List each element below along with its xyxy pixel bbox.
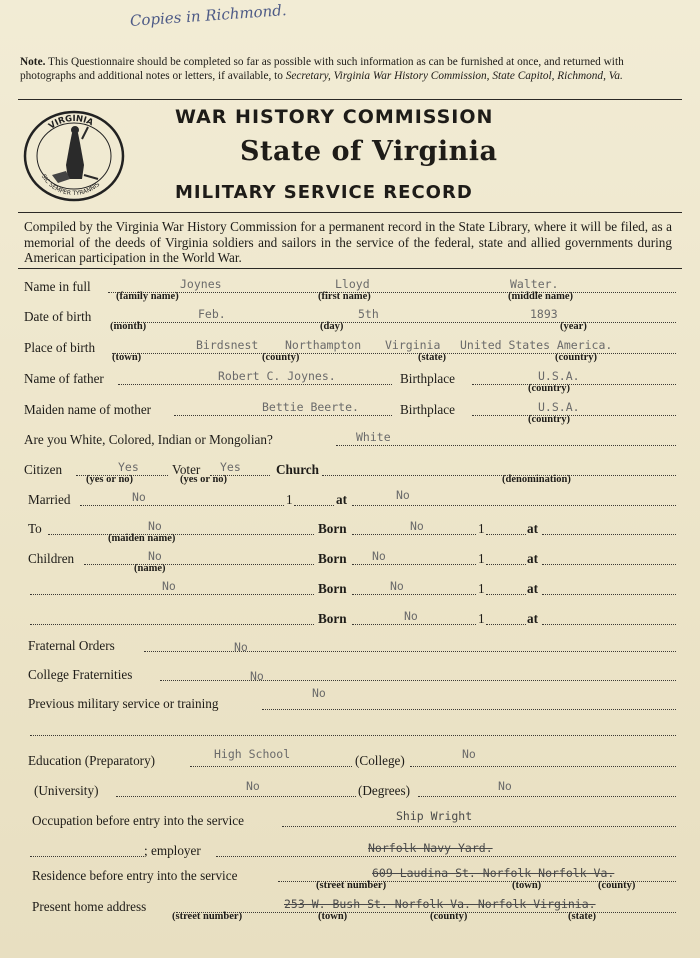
voter-value: Yes [220, 460, 241, 474]
dob-label: Date of birth [24, 309, 92, 324]
father-birthplace-line [472, 384, 676, 385]
citizen-label: Citizen [24, 462, 63, 477]
children-at-line [542, 564, 676, 565]
degrees-value: No [498, 779, 512, 793]
mother-line [174, 415, 392, 416]
fraternal-value: No [234, 640, 248, 654]
employer-label: ; employer [144, 843, 201, 858]
child3-at-line [542, 624, 676, 625]
degrees-label: (Degrees) [358, 783, 410, 798]
dob-year-value: 1893 [530, 307, 558, 321]
name-line [108, 292, 676, 293]
country-caption: (country) [555, 352, 597, 363]
race-line [336, 445, 676, 446]
children-line [84, 564, 314, 565]
residence-value: 609 Laudina St. Norfolk Norfolk Va. [372, 866, 615, 880]
child2-value: No [162, 579, 176, 593]
present-town-caption: (town) [318, 911, 348, 922]
prev-service-line-2 [30, 735, 676, 736]
intro-paragraph: Compiled by the Virginia War History Commission for a permanent record in the State Library, where it will be filed, as a memorial of the deeds of Virginia soldiers and sailors in the service of the federal, state and allied governments during American participation in the World War. [24, 219, 672, 265]
family-name-caption: (family name) [116, 291, 179, 302]
child3-born-label: Born [318, 611, 347, 626]
married-label: Married [28, 492, 71, 507]
note-paragraph [20, 55, 680, 83]
race-value: White [356, 430, 391, 444]
note-addressee: Secretary, Virginia War History Commission, State Capitol, Richmond, Va. [285, 70, 623, 82]
married-at-line [352, 505, 676, 506]
present-street-caption: (street number) [172, 911, 243, 922]
married-line [80, 505, 284, 506]
children-born-one: 1 [478, 551, 485, 566]
degrees-line [418, 796, 676, 797]
to-born-value: No [410, 519, 424, 533]
first-name-caption: (first name) [318, 291, 371, 302]
town-caption: (town) [112, 352, 142, 363]
employer-prefix-line [30, 856, 144, 857]
mother-birthplace-value: U.S.A. [538, 400, 580, 414]
note-prefix: Note. [20, 56, 46, 68]
seal-bottom-text: SIC SEMPER TYRANNIS [39, 173, 102, 198]
mother-birthplace-label: Birthplace [400, 402, 455, 417]
church-label: Church [276, 462, 319, 477]
college-line [410, 766, 676, 767]
married-year-line [294, 505, 334, 506]
father-birthplace-value: U.S.A. [538, 369, 580, 383]
residence-label: Residence before entry into the service [32, 868, 238, 883]
day-caption: (day) [320, 321, 344, 332]
pob-town-value: Birdsnest [196, 338, 259, 352]
father-country-caption: (country) [528, 383, 570, 394]
mother-birthplace-line [472, 415, 676, 416]
voter-label: Voter [172, 462, 201, 477]
residence-county-caption: (county) [598, 880, 636, 891]
married-at-value: No [396, 488, 410, 502]
pob-county-value: Northampton [285, 338, 362, 352]
child3-born-line [352, 624, 476, 625]
fraternal-line [144, 651, 676, 652]
college-frat-label: College Fraternities [28, 667, 133, 682]
child-name-caption: (name) [134, 563, 166, 574]
dob-month-value: Feb. [198, 307, 226, 321]
occupation-label: Occupation before entry into the service [32, 813, 245, 828]
maiden-name-caption: (maiden name) [108, 533, 176, 544]
commission-title: WAR HISTORY COMMISSION [175, 106, 494, 128]
virginia-seal-icon [22, 109, 126, 203]
dob-day-value: 5th [358, 307, 379, 321]
child2-born-one: 1 [478, 581, 485, 596]
header-rule [18, 212, 682, 213]
children-label: Children [28, 551, 75, 566]
seal-top-text: VIRGINIA [46, 113, 95, 132]
to-born-year-line [486, 534, 526, 535]
married-one: 1 [286, 492, 293, 507]
college-frat-line [160, 680, 676, 681]
dob-line [114, 322, 676, 323]
top-rule [18, 99, 682, 100]
first-name-value: Lloyd [335, 277, 370, 291]
to-at-line [542, 534, 676, 535]
county-caption: (county) [262, 352, 300, 363]
employer-line [216, 856, 676, 857]
race-label: Are you White, Colored, Indian or Mongolian? [24, 432, 273, 447]
father-value: Robert C. Joynes. [218, 369, 336, 383]
children-born-year-line [486, 564, 526, 565]
mother-label: Maiden name of mother [24, 402, 152, 417]
present-value: 253 W. Bush St. Norfolk Va. Norfolk Virginia. [284, 897, 596, 911]
pob-state-value: Virginia [385, 338, 441, 352]
mother-country-caption: (country) [528, 414, 570, 425]
occupation-value: Ship Wright [396, 809, 473, 823]
father-line [118, 384, 392, 385]
record-title: MILITARY SERVICE RECORD [175, 182, 473, 203]
state-title: State of Virginia [240, 136, 498, 167]
pob-country-value: United States America. [460, 338, 613, 352]
child3-line [30, 624, 314, 625]
university-line [116, 796, 356, 797]
father-birthplace-label: Birthplace [400, 371, 455, 386]
intro-rule [18, 268, 682, 269]
employer-value: Norfolk Navy Yard. [368, 841, 493, 855]
prev-service-label: Previous military service or training [28, 696, 219, 711]
citizen-value: Yes [118, 460, 139, 474]
pob-label: Place of birth [24, 340, 96, 355]
college-label: (College) [355, 753, 405, 768]
state-caption: (state) [418, 352, 446, 363]
child2-line [30, 594, 314, 595]
month-caption: (month) [110, 321, 147, 332]
prev-service-value: No [312, 686, 326, 700]
education-label: Education (Preparatory) [28, 753, 156, 768]
child2-born-value: No [390, 579, 404, 593]
citizen-yes-no-caption: (yes or no) [86, 474, 134, 485]
child2-born-year-line [486, 594, 526, 595]
mother-value: Bettie Beerte. [262, 400, 359, 414]
voter-yes-no-caption: (yes or no) [180, 474, 228, 485]
middle-name-caption: (middle name) [508, 291, 574, 302]
children-at-label: at [527, 551, 538, 566]
children-born-value: No [372, 549, 386, 563]
child2-born-label: Born [318, 581, 347, 596]
prev-service-line [262, 709, 676, 710]
present-county-caption: (county) [430, 911, 468, 922]
children-born-line [352, 564, 476, 565]
college-frat-value: No [250, 669, 264, 683]
preparatory-line [190, 766, 352, 767]
to-value: No [148, 519, 162, 533]
child3-born-value: No [404, 609, 418, 623]
university-label: (University) [34, 783, 99, 798]
note-body: This Questionnaire should be completed so far as possible with such information as can be furnished at once, and returned with photographs and additional notes or letters, if available, to [20, 56, 624, 82]
college-value: No [462, 747, 476, 761]
year-caption: (year) [560, 321, 587, 332]
to-born-line [352, 534, 476, 535]
residence-street-caption: (street number) [316, 880, 387, 891]
child2-born-line [352, 594, 476, 595]
child2-at-label: at [527, 581, 538, 596]
present-line [176, 912, 676, 913]
child2-at-line [542, 594, 676, 595]
to-born-label: Born [318, 521, 347, 536]
middle-name-value: Walter. [510, 277, 559, 291]
church-line [322, 475, 676, 476]
child3-at-label: at [527, 611, 538, 626]
occupation-line [282, 826, 676, 827]
married-value: No [132, 490, 146, 504]
name-label: Name in full [24, 279, 91, 294]
children-value: No [148, 549, 162, 563]
child3-born-one: 1 [478, 611, 485, 626]
handwritten-note: Copies in Richmond. [129, 1, 288, 30]
children-born-label: Born [318, 551, 347, 566]
fraternal-label: Fraternal Orders [28, 638, 115, 653]
present-label: Present home address [32, 899, 147, 914]
family-name-value: Joynes [180, 277, 222, 291]
preparatory-value: High School [214, 747, 291, 761]
to-label: To [28, 521, 42, 536]
to-born-one: 1 [478, 521, 485, 536]
residence-town-caption: (town) [512, 880, 542, 891]
present-state-caption: (state) [568, 911, 596, 922]
to-line [48, 534, 314, 535]
married-at-label: at [336, 492, 347, 507]
to-at-label: at [527, 521, 538, 536]
father-label: Name of father [24, 371, 104, 386]
denomination-caption: (denomination) [502, 474, 571, 485]
university-value: No [246, 779, 260, 793]
child3-born-year-line [486, 624, 526, 625]
